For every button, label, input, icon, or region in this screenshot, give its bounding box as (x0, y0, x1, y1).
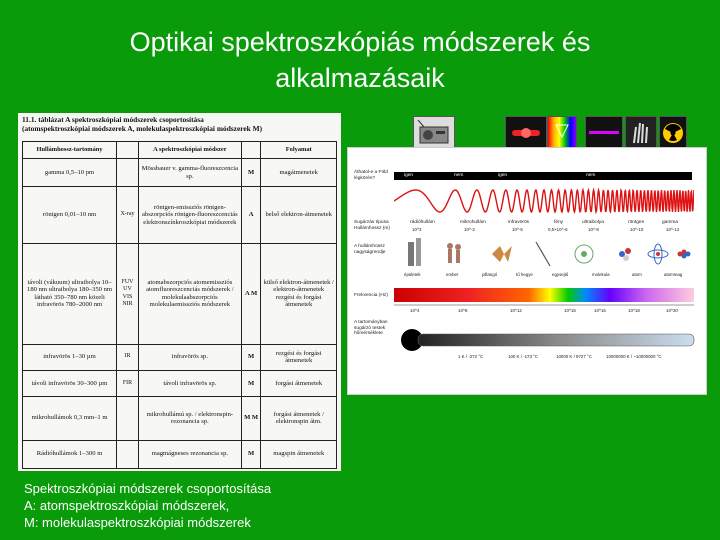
scale-object: pillangó (482, 272, 498, 277)
atm-no-1: nem (454, 173, 464, 178)
table-header-row (23, 142, 337, 159)
frequency-axis (394, 303, 694, 311)
frequency-tick: 10^12 (510, 308, 522, 313)
temperature-tick: 1 K / -272 °C (458, 354, 484, 359)
type-xray: röntgen (628, 220, 645, 225)
table-header: Hullámhossz-tartomány (23, 142, 117, 159)
em-spectrum-image (347, 147, 707, 395)
table-row (23, 187, 337, 244)
cell-method: infravörös sp. (138, 344, 241, 370)
prism-icon (547, 116, 577, 150)
cell-process: forgási átmenetek / elektronspin átm. (261, 396, 337, 440)
label-temperature: A tartományban sugárzó testek hőmérséklete (354, 320, 388, 336)
frequency-tick: 10^8 (458, 308, 468, 313)
scale-object: épületek (404, 272, 421, 277)
scale-object: atommag (664, 272, 683, 277)
xray-hand-icon (625, 116, 657, 150)
title-line-1: Optikai spektroszkópiás módszerek és (129, 27, 591, 57)
cell-range: távoli infravörös 30–300 µm (23, 370, 117, 396)
cell-abbr: FUV UV VIS NIR (117, 244, 139, 344)
label-wavelength: Hullámhossz (m) (354, 226, 390, 231)
cell-process: külső elektron-átmenetek / elektron-átmenetek rezgési és forgási átmenetek (261, 244, 337, 344)
uv-lamp-icon (585, 116, 623, 150)
wave-graphic (394, 186, 694, 216)
label-penetrates: Áthatol-e a Föld légkörén? (354, 170, 388, 181)
cell-process: magátmenetek (261, 159, 337, 187)
type-microwave: mikrohullám (460, 220, 486, 225)
title-line-2: alkalmazásaik (275, 63, 445, 93)
label-scale: A hullámhossz nagyságrendje (354, 244, 386, 255)
type-uv: ultraibolya (582, 220, 604, 225)
cell-method: röntgen-emissziós röntgen-abszorpciós röntgen-fluoreszcenciás elektronszínkroszkópiai módszerek (138, 187, 241, 244)
scale-object: egysejtű (552, 272, 569, 277)
scale-objects-graphic (404, 236, 694, 272)
temperature-tick: 10000 K / 9727 °C (556, 354, 592, 359)
wavelength-tick: 10^-5 (512, 227, 523, 232)
cell-process: magspin átmenetek (261, 440, 337, 468)
wavelength-tick: 10^-12 (666, 227, 680, 232)
table-row (23, 370, 337, 396)
label-type: Sugárzás típusa (354, 220, 389, 225)
table-row (23, 440, 337, 468)
cell-method: atomabszorpciós atomemissziós atomfluoreszcenciás módszerek / molekulaabszorpciós molekulaemissziós módszerek (138, 244, 241, 344)
temperature-tick: 100 K / -173 °C (508, 354, 539, 359)
frequency-tick: 10^15 (564, 308, 576, 313)
wavelength-tick: 10^-8 (588, 227, 599, 232)
thermometer-graphic (400, 326, 696, 354)
slide-title (0, 24, 720, 96)
wavelength-tick: 0,5×10^-6 (548, 227, 568, 232)
type-light: fény (554, 220, 564, 225)
cell-method: távoli infravörös sp. (138, 370, 241, 396)
wavelength-tick: 10^-2 (464, 227, 475, 232)
frequency-tick: 10^18 (628, 308, 640, 313)
type-radio: rádióhullám (410, 220, 435, 225)
table-row (23, 396, 337, 440)
table-row (23, 244, 337, 344)
table-header (241, 142, 261, 159)
temperature-tick: 10000000 K / ~10000000 °C (606, 354, 662, 359)
cell-range: Rádióhullámok 1–300 m (23, 440, 117, 468)
footer-line-2: A: atomspektroszkópiai módszerek, (24, 498, 230, 513)
table-header: A spektroszkópiai módszer (138, 142, 241, 159)
cell-type: M (241, 159, 261, 187)
frequency-tick: 10^4 (410, 308, 420, 313)
cell-range: gamma 0,5–10 pm (23, 159, 117, 187)
cell-abbr (117, 440, 139, 468)
label-frequency: Frekvencia (Hz) (354, 293, 388, 298)
cell-process: rezgési és forgási átmenetek (261, 344, 337, 370)
cell-method: mikrohullámú sp. / elektronspin-rezonancia sp. (138, 396, 241, 440)
frequency-tick: 10^16 (594, 308, 606, 313)
atm-yes-1: igen (404, 173, 414, 178)
microwave-tube-icon (505, 116, 547, 150)
cell-type: M (241, 440, 261, 468)
cell-abbr: FIR (117, 370, 139, 396)
footer-caption (24, 480, 624, 531)
frequency-band (394, 288, 694, 302)
scale-object: molekula (592, 272, 610, 277)
cell-type: M M (241, 396, 261, 440)
cell-method: Mössbauer v. gamma-fluoreszcencia sp. (138, 159, 241, 187)
wavelength-tick: 10^3 (412, 227, 422, 232)
cell-range: távoli (vákuum) ultraibolya 10–180 nm ultraibolya 180–350 nm látható 350–780 nm közeli infravörös 780–2000 nm (23, 244, 117, 344)
scale-object: atom (632, 272, 642, 277)
frequency-tick: 10^20 (666, 308, 678, 313)
cell-method: magmágneses rezonancia sp. (138, 440, 241, 468)
wavelength-tick: 10^-10 (630, 227, 644, 232)
type-infrared: infravörös (508, 220, 530, 225)
cell-range: mikrohullámok 0,3 mm–1 m (23, 396, 117, 440)
scale-object: tű hegye (516, 272, 533, 277)
atm-no-2: nem (586, 173, 596, 178)
atm-yes-2: igen (498, 173, 508, 178)
type-gamma: gamma (662, 220, 678, 225)
cell-process: forgási átmenetek (261, 370, 337, 396)
table-caption-line-1: 11.1. táblázat A spektroszkópiai módszerek csoportosítása (22, 116, 204, 124)
cell-type: A (241, 187, 261, 244)
methods-table-image (18, 113, 341, 471)
table-caption-line-2: (atomspektroszkópiai módszerek A, molekulaspektroszkópiai módszerek M) (22, 124, 263, 133)
cell-type: M (241, 344, 261, 370)
cell-range: röntgen 0,01–10 nm (23, 187, 117, 244)
cell-abbr: IR (117, 344, 139, 370)
cell-process: belső elektron-átmenetek (261, 187, 337, 244)
table-row (23, 344, 337, 370)
methods-table (22, 141, 337, 469)
radio-icon (413, 116, 455, 150)
cell-range: infravörös 1–30 µm (23, 344, 117, 370)
cell-type: M (241, 370, 261, 396)
radiation-icon (659, 116, 687, 150)
table-header (117, 142, 139, 159)
scale-object: ember (446, 272, 459, 277)
cell-abbr (117, 396, 139, 440)
table-caption (22, 116, 337, 133)
footer-line-1: Spektroszkópiai módszerek csoportosítása (24, 481, 272, 496)
cell-abbr (117, 159, 139, 187)
cell-type: A M (241, 244, 261, 344)
cell-abbr: X-ray (117, 187, 139, 244)
footer-line-3: M: molekulaspektroszkópiai módszerek (24, 515, 251, 530)
atmosphere-bar (394, 172, 692, 180)
table-header: Folyamat (261, 142, 337, 159)
table-row (23, 159, 337, 187)
